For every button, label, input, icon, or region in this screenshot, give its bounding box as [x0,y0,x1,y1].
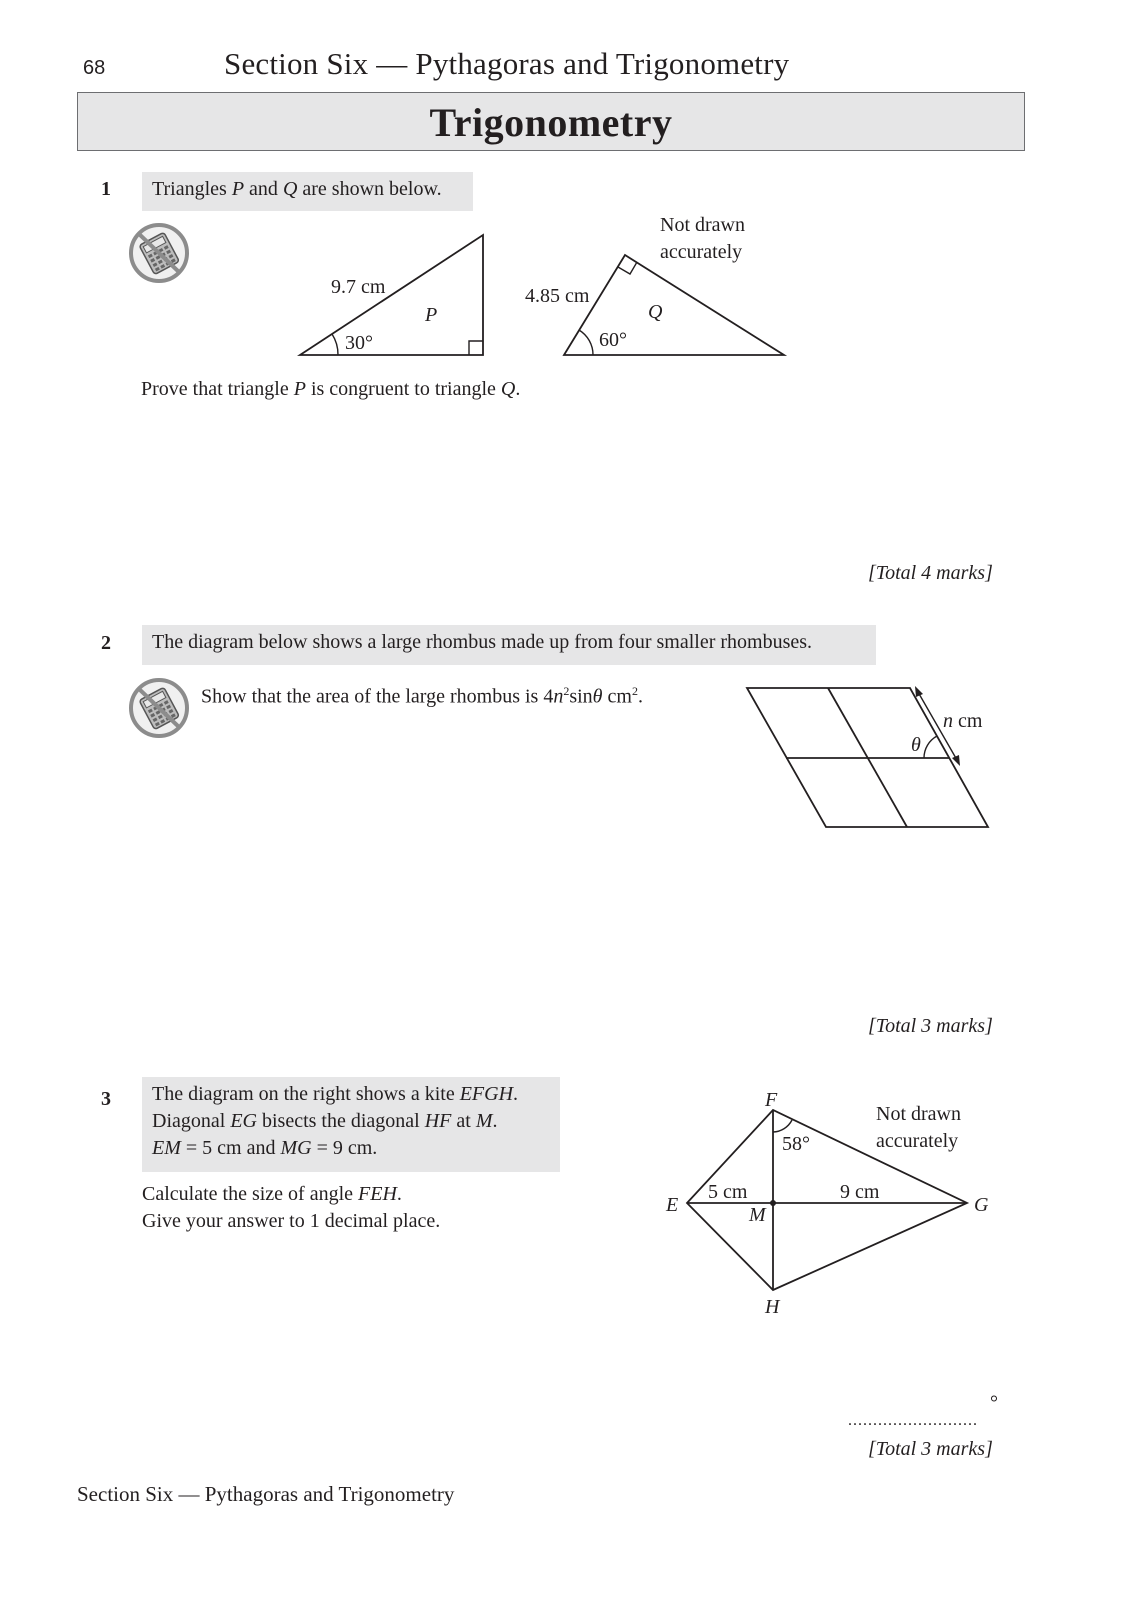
angle-arc-58 [773,1120,792,1132]
question-2-prompt: The diagram below shows a large rhombus made up from four smaller rhombuses. [142,625,876,665]
question-1-prompt: Triangles P and Q are shown below. [142,172,473,211]
triangle-q [564,255,784,355]
triangle-q-side-label: 4.85 cm [525,285,590,307]
mg-length-label: 9 cm [840,1181,880,1203]
triangle-q-angle-label: 60° [599,329,627,351]
em-length-label: 5 cm [708,1181,748,1203]
question-3-instruction: Calculate the size of angle FEH. Give your answer to 1 decimal place. [142,1183,441,1232]
answer-degree-symbol: ° [990,1392,998,1414]
question-2-instruction: Show that the area of the large rhombus is $4n^2\sin\theta$ $cm^2$. [201,684,643,708]
page-number: 68 [83,57,106,79]
vertex-f-label: F [765,1089,778,1111]
triangle-p-angle-label: 30° [345,332,373,354]
point-m-label: M [749,1204,766,1226]
section-heading: Section Six — Pythagoras and Trigonometry [224,46,790,81]
triangle-p-side-label: 9.7 cm [331,276,386,298]
angle-58-label: 58° [782,1133,810,1155]
rhombus-diagram [740,680,1000,840]
question-2-marks: [Total 3 marks] [868,1015,993,1037]
midpoint-m [770,1200,776,1206]
question-number-1: 1 [101,178,111,200]
triangle-q-label: Q [648,301,663,323]
right-angle-marker-q [618,262,637,274]
question-3-marks: [Total 3 marks] [868,1438,993,1460]
q3-not-drawn-note: Not drawn accurately [876,1103,961,1152]
title-banner [77,92,1025,151]
angle-arc-theta [924,736,937,758]
question-number-2: 2 [101,632,111,654]
theta-label: θ [911,734,921,756]
triangle-p-label: P [425,304,438,326]
q1-not-drawn-note: Not drawn accurately [660,214,745,263]
footer-section-title: Section Six — Pythagoras and Trigonometry [77,1482,455,1506]
side-length-label: n cm [943,710,983,732]
vertex-g-label: G [974,1194,989,1216]
no-calculator-icon [126,677,192,739]
question-1-instruction: Prove that triangle P is congruent to triangle Q. [141,378,521,400]
question-3-prompt: The diagram on the right shows a kite EFGH. Diagonal EG bisects the diagonal HF at M. EM = 5 cm and MG = 9 cm. [142,1077,560,1172]
question-1-marks: [Total 4 marks] [868,562,993,584]
angle-arc-p [332,334,338,355]
right-angle-marker-p [469,341,483,355]
vertex-e-label: E [666,1194,679,1216]
triangle-p [300,235,483,355]
answer-line: .......................... [848,1412,978,1429]
vertex-h-label: H [765,1296,780,1318]
question-number-3: 3 [101,1088,111,1110]
page-title: Trigonometry [429,100,673,145]
no-calculator-icon [126,222,192,284]
angle-arc-q [579,330,593,355]
